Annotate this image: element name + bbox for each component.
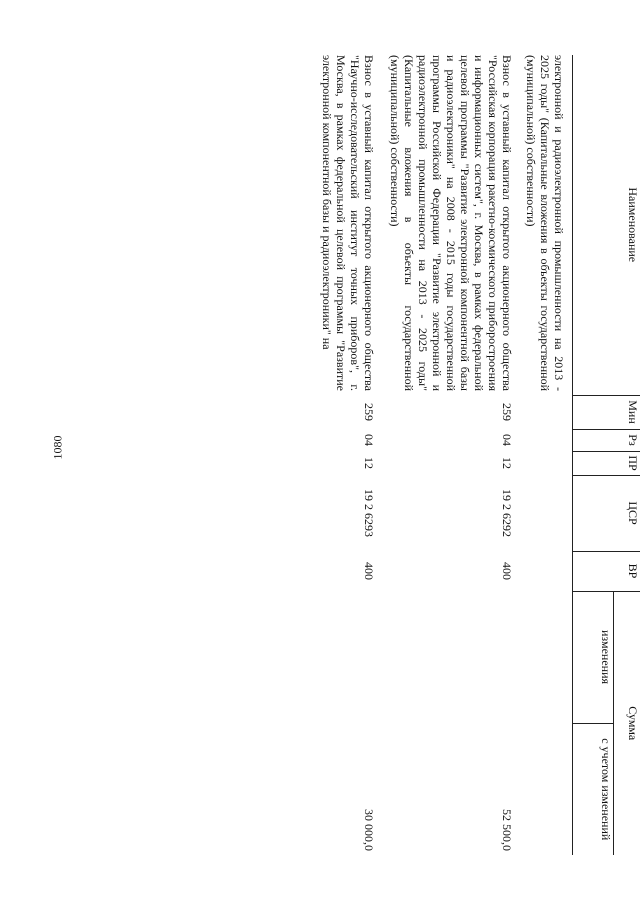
header-vr: ВР bbox=[573, 551, 640, 591]
budget-table bbox=[320, 55, 640, 855]
row-pr bbox=[514, 451, 573, 475]
row-rz bbox=[514, 429, 573, 451]
row-vr: 400 bbox=[362, 562, 376, 580]
row-total: 30 000,0 bbox=[362, 809, 376, 852]
row-total: 52 500,0 bbox=[500, 809, 514, 852]
row-csr: 19 2 6293 bbox=[362, 489, 376, 537]
row-pr: 12 bbox=[362, 457, 376, 469]
row-total bbox=[514, 723, 573, 855]
row-vr bbox=[514, 551, 573, 591]
row-changes bbox=[320, 591, 376, 723]
table-row bbox=[376, 55, 514, 855]
row-min: 259 bbox=[500, 403, 514, 421]
header-rz: Рз bbox=[573, 429, 640, 451]
header-sum: Сумма bbox=[614, 591, 640, 855]
row-min bbox=[514, 395, 573, 429]
row-changes bbox=[376, 591, 514, 723]
table-row bbox=[320, 55, 376, 855]
header-csr: ЦСР bbox=[573, 475, 640, 551]
row-rz: 04 bbox=[500, 434, 514, 446]
header-min: Мин bbox=[573, 395, 640, 429]
rotated-table-page bbox=[80, 55, 640, 855]
row-csr bbox=[514, 475, 573, 551]
header-name: Наименование bbox=[573, 55, 640, 395]
table-header-row-1 bbox=[614, 55, 640, 855]
row-vr: 400 bbox=[500, 562, 514, 580]
header-with-changes: с учетом изменений bbox=[573, 723, 614, 855]
header-pr: ПР bbox=[573, 451, 640, 475]
row-rz: 04 bbox=[362, 434, 376, 446]
row-name: Взнос в уставный капитал открытого акционерного общества "Российская корпорация ракетно-космического приборостроения и информационных систем", г. Москва, в рамках федеральной целевой программы "Развитие электронной компонентной базы и радиоэлектроники" на 2008 - 2015 годы государственной программы Российской Федерации "Развитие электронной и радиоэлектронной промышленности на 2013 - 2025 годы" (Капитальные вложения в объекты государственной (муниципальной) собственности) bbox=[388, 55, 514, 391]
row-min: 259 bbox=[362, 403, 376, 421]
table-row bbox=[514, 55, 573, 855]
row-name: Взнос в уставный капитал открытого акционерного общества "Научно-исследовательский институт точных приборов", г. Москва, в рамках федеральной целевой программы "Развитие электронной компонентной базы и радиоэлектроники" на bbox=[320, 55, 376, 391]
row-changes bbox=[514, 591, 573, 723]
row-name: электронной и радиоэлектронной промышленности на 2013 - 2025 годы" (Капитальные вложения в объекты государственной (муниципальной) собственности) bbox=[524, 55, 566, 391]
row-csr: 19 2 6292 bbox=[500, 489, 514, 537]
header-changes: изменения bbox=[573, 591, 614, 723]
page-number: 1080 bbox=[50, 435, 65, 460]
row-pr: 12 bbox=[500, 457, 514, 469]
